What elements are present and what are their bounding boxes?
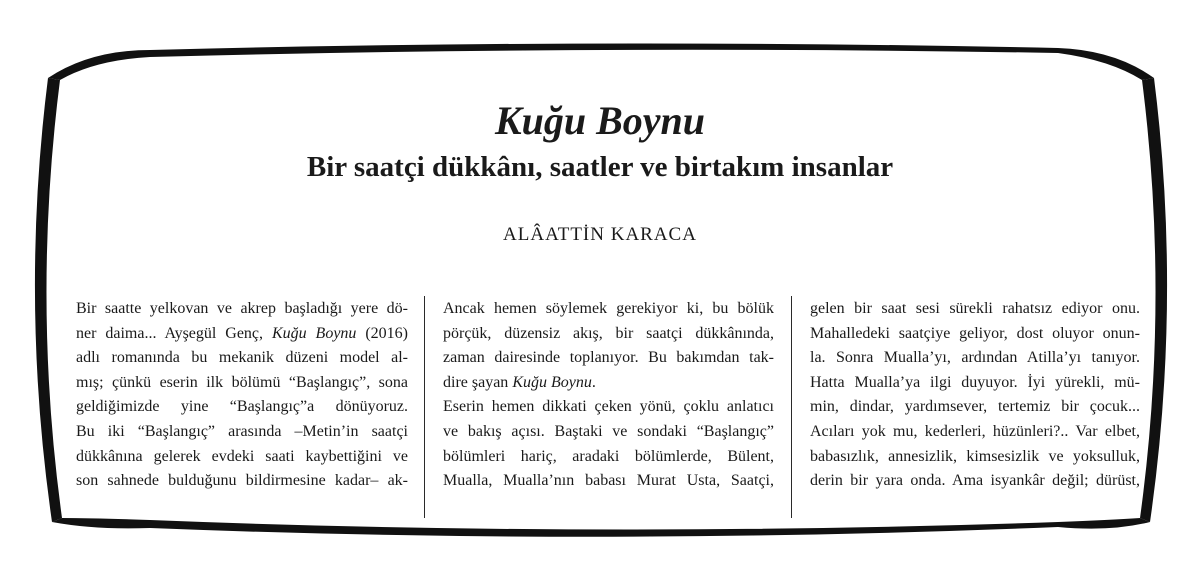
text-column-3 (810, 297, 1140, 517)
article-subtitle: Bir saatçi dükkânı, saatler ve birtakım insanlar (306, 151, 894, 183)
article-title: Kuğu Boynu (494, 98, 706, 143)
column-divider (424, 296, 425, 518)
text-line (443, 297, 774, 322)
text-line (810, 420, 1140, 445)
text-line (76, 371, 408, 396)
text-segment: mış; çünkü eserin ilk bölümü “Başlangıç”, sona (76, 373, 408, 391)
text-segment: zaman dairesinde toplanıyor. Bu bakımdan tak- (443, 349, 774, 367)
text-line (76, 445, 408, 470)
text-line (810, 346, 1140, 371)
text-segment: geldiğimizde yine “Başlangıç”a dönüyoruz. (76, 398, 408, 416)
text-segment: babasızlık, annesizlik, kimsesizlik ve yoksulluk, (810, 447, 1140, 465)
text-line (76, 395, 408, 420)
text-line (810, 469, 1140, 494)
text-line (76, 297, 408, 322)
text-segment: Eserin hemen dikkati çeken yönü, çoklu anlatıcı (443, 398, 774, 416)
article-author: ALÂATTİN KARACA (503, 224, 697, 245)
column-divider (791, 296, 792, 518)
text-segment: . (591, 373, 596, 391)
text-segment: son sahnede bulduğunu bildirmesine kadar– ak- (76, 472, 408, 490)
text-segment: Hatta Mualla’ya ilgi duyuyor. İyi yürekli, mü- (810, 373, 1140, 391)
text-column-2 (443, 297, 774, 517)
text-line (76, 346, 408, 371)
text-segment: Bu iki “Başlangıç” arasında –Metin’in saatçi (76, 422, 408, 440)
frame-corner-top-right (1058, 48, 1154, 80)
text-line (443, 420, 774, 445)
text-line (443, 469, 774, 494)
text-line (810, 322, 1140, 347)
text-segment: derin bir yara onda. Ama isyankâr değil; dürüst, (810, 472, 1140, 490)
text-line (810, 371, 1140, 396)
text-line (810, 395, 1140, 420)
text-segment: adlı romanında bu mekanik düzeni model al- (76, 349, 408, 367)
text-line (76, 420, 408, 445)
text-segment: pörçük, düzensiz akış, bir saatçi dükkânında, (443, 324, 774, 342)
text-line (443, 371, 774, 396)
text-column-1 (76, 297, 408, 517)
text-segment: Mualla, Mualla’nın babası Murat Usta, Saatçi, (443, 472, 774, 490)
text-segment: ve bakış açısı. Baştaki ve sondaki “Başlangıç” (443, 422, 774, 440)
text-segment: Bir saatte yelkovan ve akrep başladığı yere dö- (76, 300, 408, 317)
frame-corner-bottom-left (52, 518, 150, 528)
text-segment: ner daima... Ayşegül Genç, (76, 324, 272, 342)
text-line (810, 445, 1140, 470)
text-segment: Acıları yok mu, kederleri, hüzünleri?.. Var elbet, (810, 422, 1140, 440)
text-line (76, 322, 408, 347)
frame-corner-bottom-right (1058, 518, 1150, 529)
text-line (76, 469, 408, 494)
text-segment: Mahalledeki saatçiye geliyor, dost oluyor onun- (810, 324, 1140, 342)
text-segment: min, dindar, yardımsever, tertemiz bir çocuk... (810, 398, 1140, 416)
text-segment: Ancak hemen söylemek gerekiyor ki, bu bölük (443, 300, 774, 317)
text-line (443, 322, 774, 347)
text-line (443, 445, 774, 470)
text-segment: bölümleri hariç, aradaki bölümlerde, Bülent, (443, 447, 774, 465)
frame-top-border (150, 43, 1058, 57)
text-line (443, 395, 774, 420)
text-segment: dükkânına gelerek evdeki saati kaybettiğini ve (76, 447, 408, 465)
text-line (443, 346, 774, 371)
text-segment: gelen bir saat sesi sürekli rahatsız ediyor onu. (810, 300, 1140, 317)
text-segment: la. Sonra Mualla’yı, ardından Atilla’yı tanıyor. (810, 349, 1140, 367)
frame-bottom-border (150, 520, 1058, 537)
text-segment: dire şayan (443, 373, 513, 391)
book-title-italic: Kuğu Boynu (271, 324, 357, 342)
frame-corner-top-left (48, 50, 150, 80)
text-line (810, 297, 1140, 322)
book-title-italic: Kuğu Boynu (512, 373, 592, 391)
text-segment: (2016) (356, 324, 408, 342)
